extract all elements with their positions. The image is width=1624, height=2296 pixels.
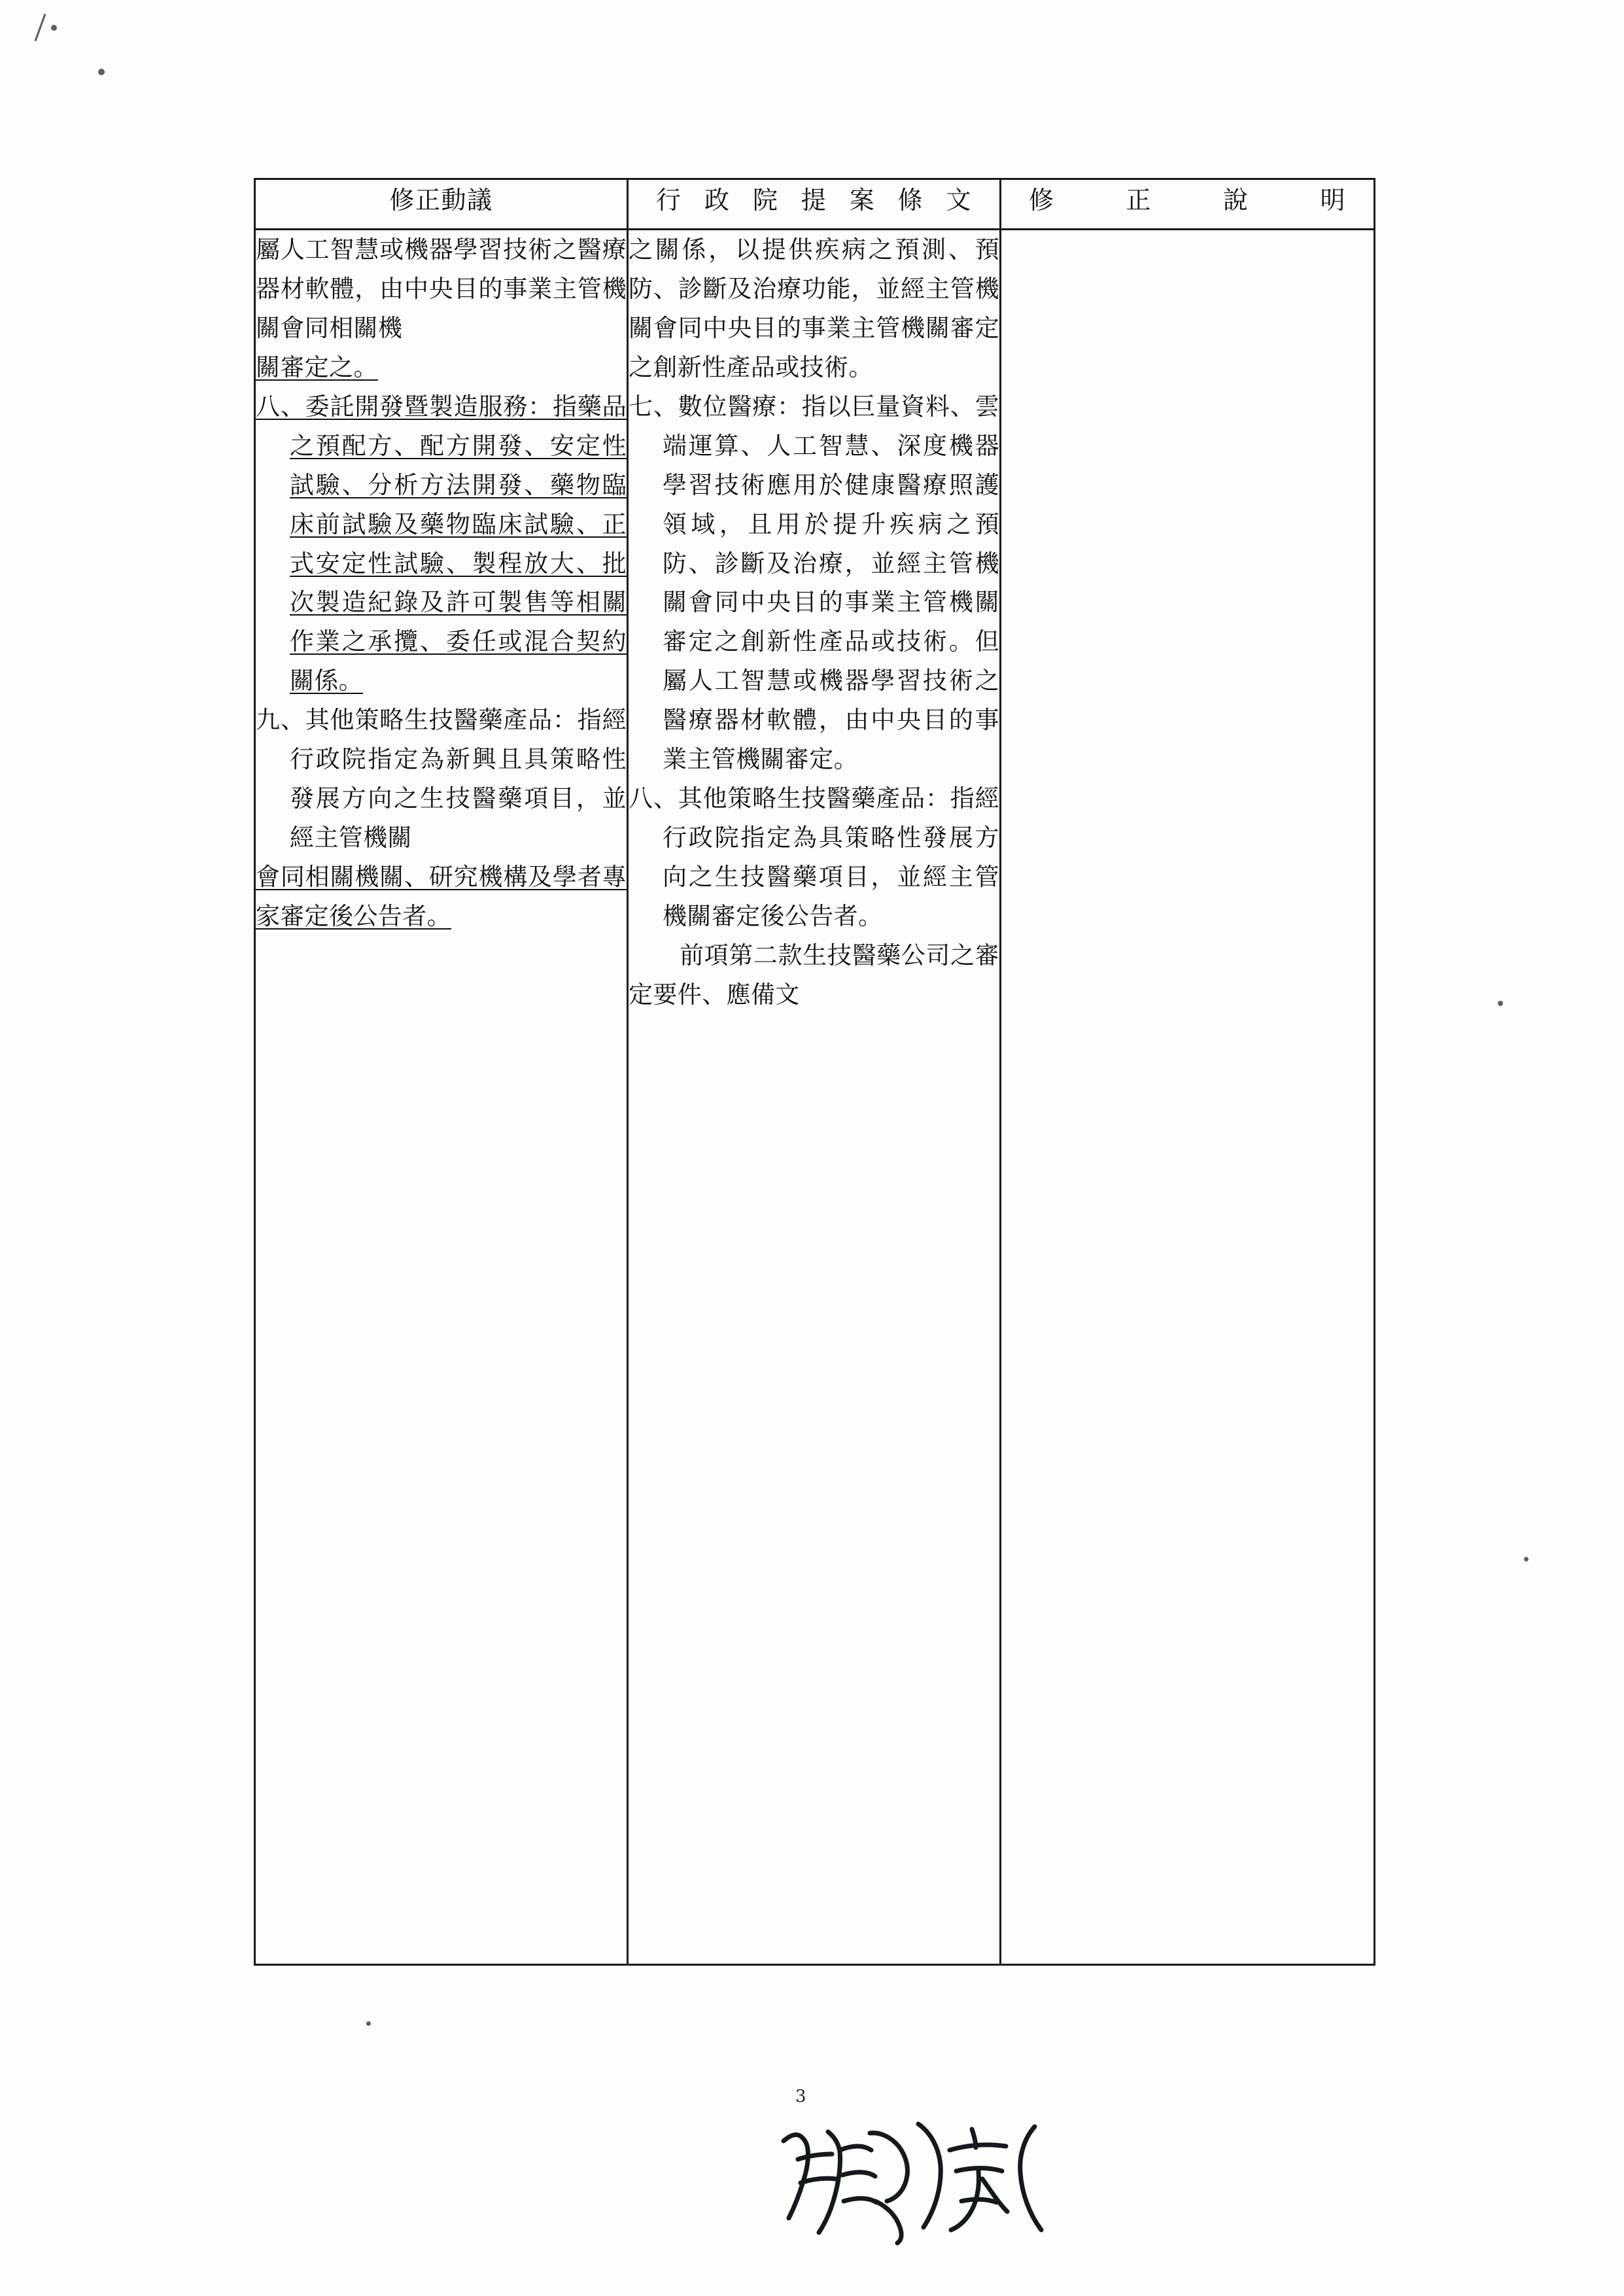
column-header-explanation xyxy=(1001,179,1375,230)
scan-artifact-mark xyxy=(35,14,46,41)
proposal-paragraph: 七、數位醫療：指以巨量資料、雲端運算、人工智慧、深度機器學習技術應用於健康醫療照護領域，且用於提升疾病之預防、診斷及治療，並經主管機關會同中央目的事業主管機關審定之創新性產品或技術。但屬人工智慧或機器學習技術之醫療器材軟體，由中央目的事業主管機關審定。 xyxy=(629,392,999,774)
scan-speck xyxy=(1524,1557,1529,1561)
page-number: 3 xyxy=(795,2087,806,2106)
hdr-char: 正 xyxy=(1126,186,1152,215)
proposal-text-block xyxy=(629,230,999,1015)
cell-amendment xyxy=(255,230,628,1965)
column-header-amendment-label: 修正動議 xyxy=(389,186,493,215)
comparison-table xyxy=(254,178,1375,1966)
hdr-char: 說 xyxy=(1222,186,1249,215)
hdr-char: 文 xyxy=(946,186,972,215)
column-header-proposal xyxy=(628,179,1001,230)
hdr-char: 條 xyxy=(897,186,924,215)
table-header-row xyxy=(255,179,1375,230)
hdr-char: 行 xyxy=(656,186,682,215)
column-header-proposal-label xyxy=(629,180,999,216)
cell-proposal xyxy=(628,230,1001,1965)
amendment-paragraph: 九、其他策略生技醫藥產品：指經行政院指定為新興且具策略性發展方向之生技醫藥項目，並經主管機關 xyxy=(256,706,627,852)
scan-speck xyxy=(98,69,105,75)
proposal-paragraph: 前項第二款生技醫藥公司之審定要件、應備文 xyxy=(629,941,999,1009)
scan-speck xyxy=(366,2021,371,2026)
proposal-paragraph: 之關係，以提供疾病之預測、預防、診斷及治療功能，並經主管機關會同中央目的事業主管機關審定之創新性產品或技術。 xyxy=(629,235,999,381)
column-header-amendment xyxy=(255,179,628,230)
hdr-char: 案 xyxy=(849,186,876,215)
proposal-paragraph: 八、其他策略生技醫藥產品：指經行政院指定為具策略性發展方向之生技醫藥項目，並經主管機關審定後公告者。 xyxy=(629,784,999,930)
scan-speck xyxy=(51,25,57,31)
hdr-char: 提 xyxy=(801,186,827,215)
hdr-char: 修 xyxy=(1029,186,1055,215)
table-row xyxy=(255,230,1375,1965)
amendment-paragraph: 屬人工智慧或機器學習技術之醫療器材軟體，由中央目的事業主管機關會同相關機 xyxy=(256,235,627,342)
column-header-explanation-label xyxy=(1001,180,1373,216)
hdr-char: 政 xyxy=(704,186,731,215)
amendment-paragraph: 八、委託開發暨製造服務：指藥品之預配方、配方開發、安定性試驗、分析方法開發、藥物臨床前試驗及藥物臨床試驗、正式安定性試驗、製程放大、批次製造紀錄及許可製售等相關作業之承攬、委任或混合契約關係。 xyxy=(256,392,627,695)
amendment-paragraph: 會同相關機關、研究機構及學者專家審定後公告者。 xyxy=(256,863,627,930)
cell-explanation xyxy=(1001,230,1375,1965)
handwritten-stamp xyxy=(772,2103,1053,2253)
hdr-char: 院 xyxy=(752,186,779,215)
scan-speck xyxy=(1498,1001,1503,1006)
amendment-paragraph: 關審定之。 xyxy=(256,353,378,381)
hdr-char: 明 xyxy=(1320,186,1346,215)
amendment-text-block xyxy=(256,230,627,936)
table-body xyxy=(255,230,1375,1965)
